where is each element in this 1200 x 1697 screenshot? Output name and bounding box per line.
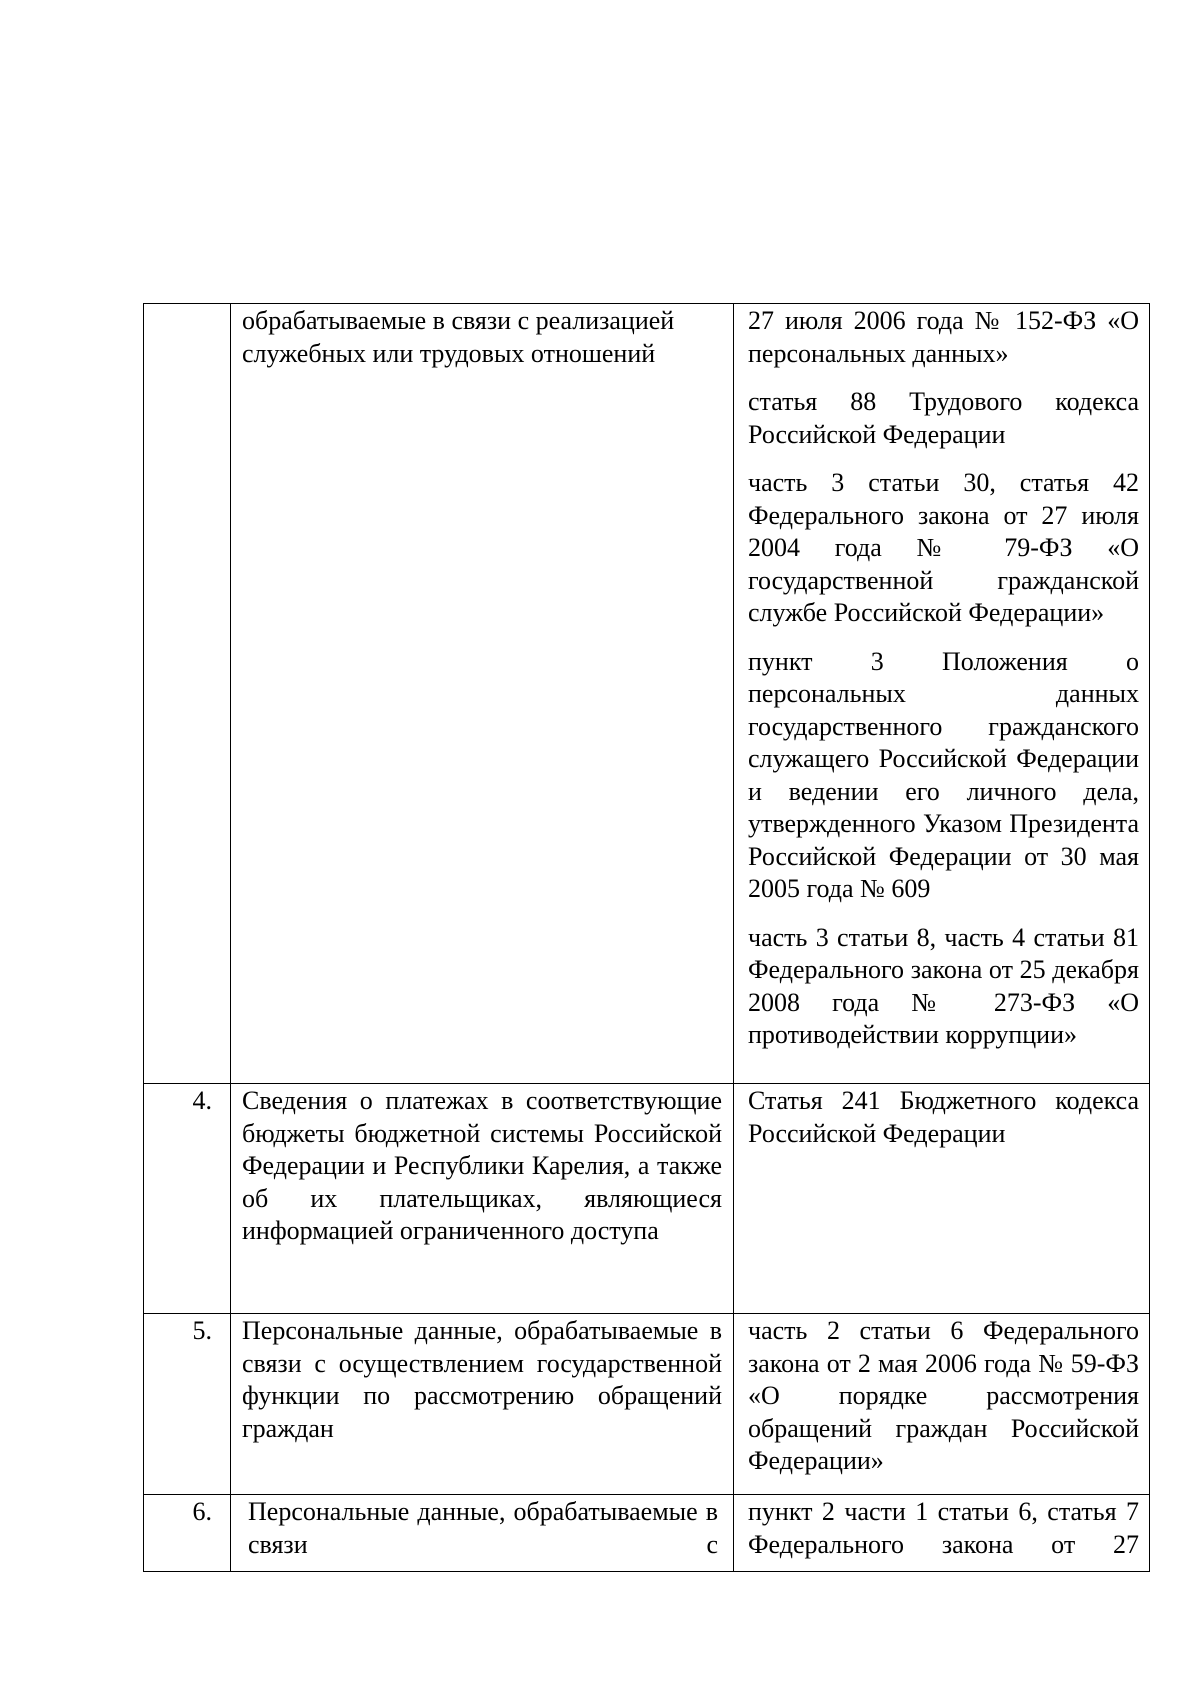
table-row [144,1314,1150,1495]
legal-basis-table [143,303,1150,1572]
data-category-text: обрабатываемые в связи с реализацией служебных или трудовых отношений [242,306,675,368]
legal-basis-paragraph: пункт 3 Положения о персональных данных государственного гражданского служащего Российской Федерации и ведении его личного дела, утвержденного Указом Президента Российской Федерации от 30 мая 2005 года № 609 [748,646,1139,903]
row-number: 4. [144,1084,231,1314]
data-category-cell [231,304,734,1084]
table-row [144,1084,1150,1314]
data-category-text: Персональные данные, обрабатываемые в связи с осуществлением государственной функции по рассмотрению обращений граждан [242,1316,722,1443]
data-category-cell [231,1084,734,1314]
legal-basis-cell [734,304,1150,1084]
legal-basis-paragraph: пункт 2 части 1 статьи 6, статья 7 Федерального закона от 27 [748,1497,1139,1559]
data-category-cell [231,1314,734,1495]
legal-basis-paragraph: часть 3 статьи 30, статья 42 Федерального закона от 27 июля 2004 года № 79-ФЗ «О государственной гражданской службе Российской Федерации» [748,468,1139,627]
legal-basis-paragraph: 27 июля 2006 года № 152-ФЗ «О персональных данных» [748,306,1139,368]
row-number: 5. [144,1314,231,1495]
legal-basis-paragraph: часть 3 статьи 8, часть 4 статьи 81 Федерального закона от 25 декабря 2008 года № 273-ФЗ «О противодействии коррупции» [748,922,1139,1049]
data-category-text: Сведения о платежах в соответствующие бюджеты бюджетной системы Российской Федерации и Республики Карелия, а также об их плательщиках, являющиеся информацией ограниченного доступа [242,1086,722,1245]
legal-basis-cell [734,1495,1150,1572]
data-category-cell [231,1495,734,1572]
data-category-text: Персональные данные, обрабатываемые в связи с [248,1497,718,1559]
legal-basis-cell [734,1084,1150,1314]
legal-basis-paragraph: Статья 241 Бюджетного кодекса Российской Федерации [748,1086,1139,1148]
table-row [144,304,1150,1084]
legal-basis-cell [734,1314,1150,1495]
row-number [144,304,231,1084]
legal-basis-paragraph: статья 88 Трудового кодекса Российской Федерации [748,387,1139,449]
legal-basis-paragraph: часть 2 статьи 6 Федерального закона от 2 мая 2006 года № 59-ФЗ «О порядке рассмотрения обращений граждан Российской Федерации» [748,1316,1139,1475]
row-number: 6. [144,1495,231,1572]
table-row [144,1495,1150,1572]
